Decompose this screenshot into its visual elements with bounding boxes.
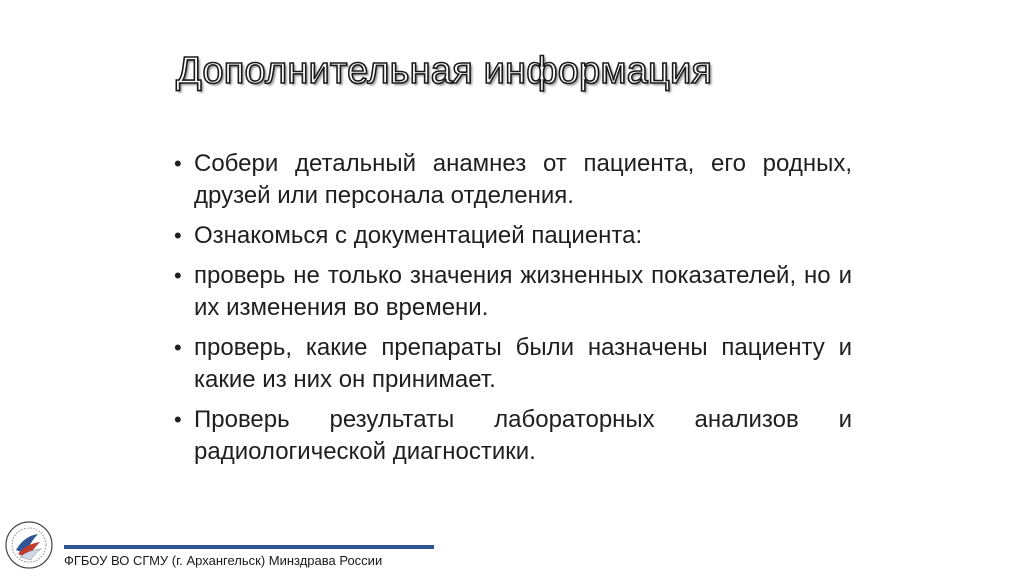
list-item: [172, 220, 852, 252]
bullet-marker: •: [174, 335, 182, 360]
footer-divider: [64, 545, 434, 549]
bullet-marker: •: [174, 223, 182, 248]
list-item: [172, 332, 852, 396]
bullet-text: Проверь результаты лабораторных анализов и радиологической диагностики.: [194, 406, 852, 465]
bullet-text: проверь не только значения жизненных показателей, но и их изменения во времени.: [194, 262, 852, 321]
footer-institution: ФГБОУ ВО СГМУ (г. Архангельск) Минздрава России: [64, 553, 383, 568]
bullet-marker: •: [174, 263, 182, 288]
bullet-text: Ознакомься с документацией пациента:: [194, 222, 643, 249]
list-item: [172, 148, 852, 212]
bullet-text: Собери детальный анамнез от пациента, его родных, друзей или персонала отделения.: [194, 150, 852, 209]
bullet-marker: •: [174, 151, 182, 176]
bullet-text: проверь, какие препараты были назначены пациенту и какие из них он принимает.: [194, 334, 852, 393]
list-item: [172, 260, 852, 324]
list-item: [172, 404, 852, 468]
university-emblem-icon: [4, 520, 54, 570]
bullet-list: [172, 148, 852, 476]
emblem-svg: [4, 520, 54, 570]
slide-title: Дополнительная информация: [176, 50, 713, 92]
bullet-marker: •: [174, 407, 182, 432]
